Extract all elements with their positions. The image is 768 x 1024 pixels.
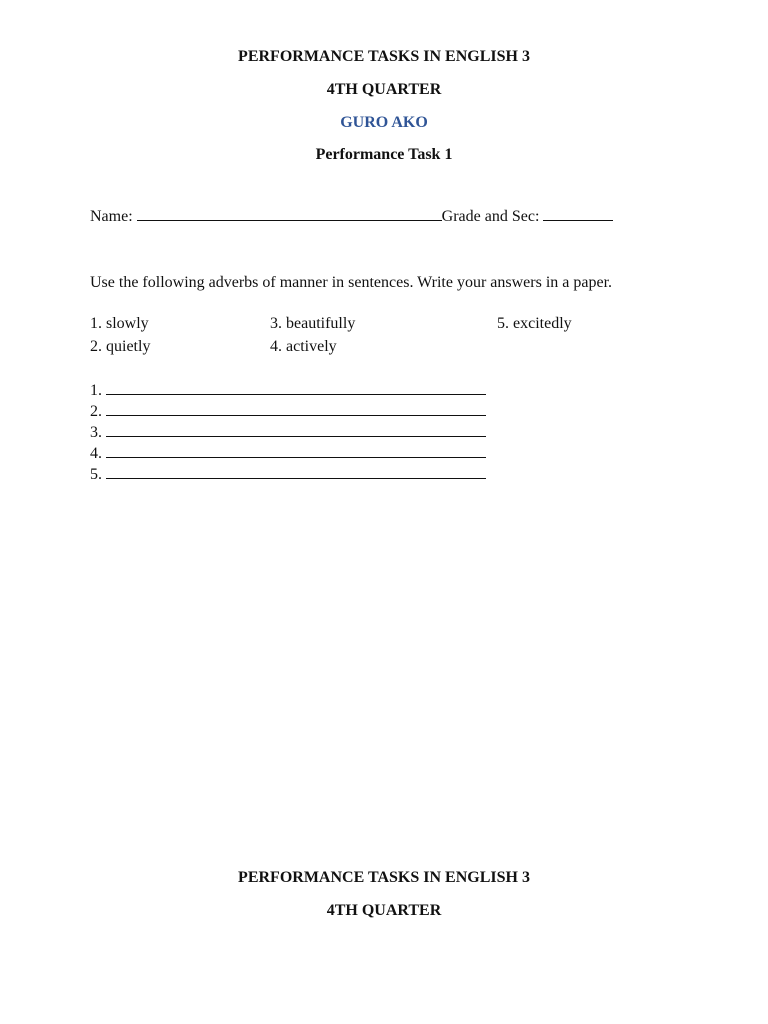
- doc-quarter: 4TH QUARTER: [326, 81, 442, 98]
- footer-title: PERFORMANCE TASKS IN ENGLISH 3: [238, 869, 530, 886]
- answer-row: [90, 463, 486, 485]
- task-title: Performance Task 1: [315, 146, 453, 163]
- answer-blank[interactable]: [106, 421, 486, 437]
- answer-row: [90, 442, 486, 464]
- answer-row: [90, 421, 486, 443]
- grade-blank[interactable]: [543, 205, 613, 221]
- grade-label: Grade and Sec:: [441, 208, 540, 225]
- name-blank[interactable]: [137, 205, 442, 221]
- answer-row: [90, 400, 486, 422]
- adverb-item: 5. excitedly: [497, 315, 572, 332]
- answer-blank[interactable]: [106, 463, 486, 479]
- name-label: Name:: [90, 208, 133, 225]
- answer-number: 3.: [90, 424, 102, 441]
- footer-quarter: 4TH QUARTER: [326, 902, 442, 919]
- instructions: Use the following adverbs of manner in sentences. Write your answers in a paper.: [90, 274, 613, 291]
- doc-title: PERFORMANCE TASKS IN ENGLISH 3: [238, 48, 530, 65]
- answer-blank[interactable]: [106, 442, 486, 458]
- answer-number: 2.: [90, 403, 102, 420]
- adverb-item: 2. quietly: [90, 338, 151, 355]
- answer-number: 5.: [90, 466, 102, 483]
- answer-number: 4.: [90, 445, 102, 462]
- brand-name: GURO AKO: [340, 114, 428, 131]
- adverb-item: 1. slowly: [90, 315, 149, 332]
- name-line: [90, 205, 613, 227]
- adverb-item: 3. beautifully: [270, 315, 356, 332]
- adverb-item: 4. actively: [270, 338, 337, 355]
- answer-row: [90, 379, 486, 401]
- answer-number: 1.: [90, 382, 102, 399]
- answer-blank[interactable]: [106, 400, 486, 416]
- answer-blank[interactable]: [106, 379, 486, 395]
